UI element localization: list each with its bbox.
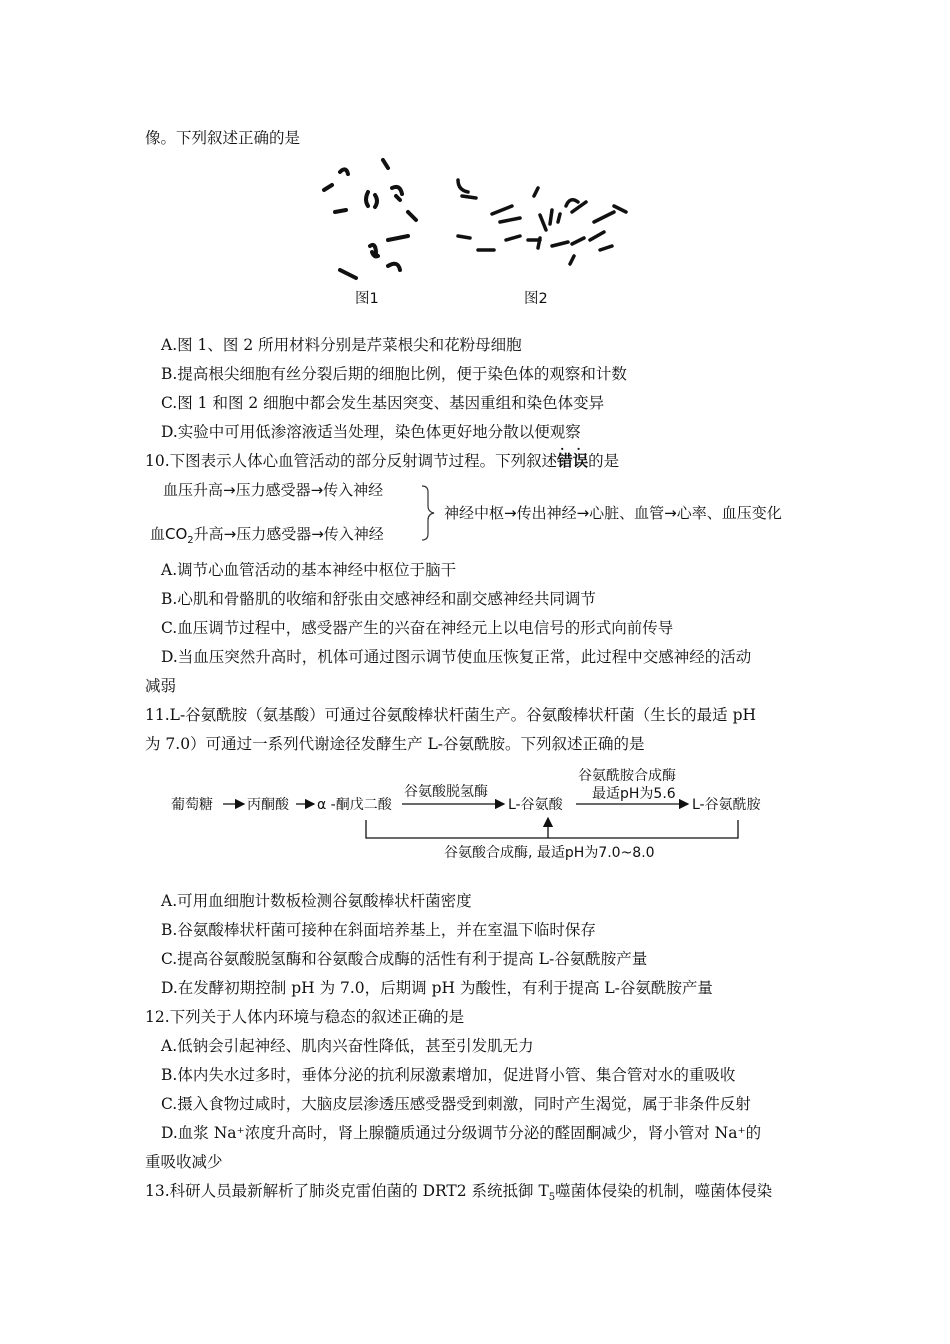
q9-option-d: D.实验中可用低渗溶液适当处理，染色体更好地分散以便观察 [161,423,581,441]
q10-option-b: B.心肌和骨骼肌的收缩和舒张由交感神经和副交感神经共同调节 [161,590,596,608]
q12-option-d: D.血浆 Na⁺浓度升高时，肾上腺髓质通过分级调节分泌的醛固酮减少，肾小管对 Na⁺的 [161,1124,762,1142]
q12-option-a: A.低钠会引起神经、肌肉兴奋性降低，甚至引发肌无力 [161,1037,534,1055]
q11-option-a: A.可用血细胞计数板检测谷氨酸棒状杆菌密度 [161,892,472,910]
q11-node-glutamine: L-谷氨酰胺 [692,797,761,813]
q11-stem-2: 为 7.0）可通过一系列代谢途径发酵生产 L-谷氨酰胺。下列叙述正确的是 [145,735,645,753]
q11-enzyme-gdh: 谷氨酸脱氢酶 [404,784,488,800]
q11-option-c: C.提高谷氨酸脱氢酶和谷氨酸合成酶的活性有利于提高 L-谷氨酰胺产量 [161,950,648,968]
q10-option-d: D.当血压突然升高时，机体可通过图示调节使血压恢复正常，此过程中交感神经的活动 [161,648,752,666]
q11-stem-1: 11.L-谷氨酰胺（氨基酸）可通过谷氨酸棒状杆菌生产。谷氨酸棒状杆菌（生长的最适 pH [145,706,757,724]
q10-emphasis: 错误 · · [557,451,588,470]
q9-option-c: C.图 1 和图 2 细胞中都会发生基因突变、基因重组和染色体变异 [161,394,605,412]
q10-flow-row2: 血$CO_2$升高→压力感受器→传入神经 [150,525,384,546]
q10-option-c: C.血压调节过程中，感受器产生的兴奋在神经元上以电信号的形式向前传导 [161,619,674,637]
q11-loop-label: 谷氨酸合成酶, 最适pH为7.0~8.0 [444,845,655,861]
q10-option-d-cont: 减弱 [145,677,177,695]
q12-option-c: C.摄入食物过咸时，大脑皮层渗透压感受器受到刺激，同时产生渴觉，属于非条件反射 [161,1095,751,1113]
intro-text: 像。下列叙述正确的是 [145,129,301,147]
q10-option-a: A.调节心血管活动的基本神经中枢位于脑干 [161,561,457,579]
q12-stem: 12.下列关于人体内环境与稳态的叙述正确的是 [145,1008,465,1026]
q11-option-b: B.谷氨酸棒状杆菌可接种在斜面培养基上，并在室温下临时保存 [161,921,596,939]
q11-option-d: D.在发酵初期控制 pH 为 7.0，后期调 pH 为酸性，有利于提高 L-谷氨酰胺产量 [161,979,713,997]
q10-stem: 10.下图表示人体心血管活动的部分反射调节过程。下列叙述错误 · ·的是 [145,451,815,471]
figure1-label: 图1 [355,291,379,307]
q9-option-b: B.提高根尖细胞有丝分裂后期的细胞比例，便于染色体的观察和计数 [161,365,627,383]
q10-flow-row1: 血压升高→压力感受器→传入神经 [163,481,384,499]
q12-option-b: B.体内失水过多时，垂体分泌的抗利尿激素增加，促进肾小管、集合管对水的重吸收 [161,1066,736,1084]
q11-node-glucose: 葡萄糖 [171,797,213,813]
q11-node-glutamate: L-谷氨酸 [508,797,563,813]
q11-enzyme-gs-ph: 最适pH为5.6 [592,786,676,802]
q11-node-akg: α -酮戊二酸 [317,797,392,813]
q11-node-pyruvate: 丙酮酸 [247,797,289,813]
q12-option-d-cont: 重吸收减少 [145,1153,223,1171]
q13-stem: 13.科研人员最新解析了肺炎克雷伯菌的 DRT2 系统抵御 $T_5$噬菌体侵染的机制，噬菌体侵染 [145,1182,773,1204]
q9-option-a: A.图 1、图 2 所用材料分别是芹菜根尖和花粉母细胞 [161,336,522,354]
q11-enzyme-gs: 谷氨酰胺合成酶 [578,768,676,784]
q10-flow-right: 神经中枢→传出神经→心脏、血管→心率、血压变化 [444,504,782,522]
figure2-label: 图2 [524,291,548,307]
